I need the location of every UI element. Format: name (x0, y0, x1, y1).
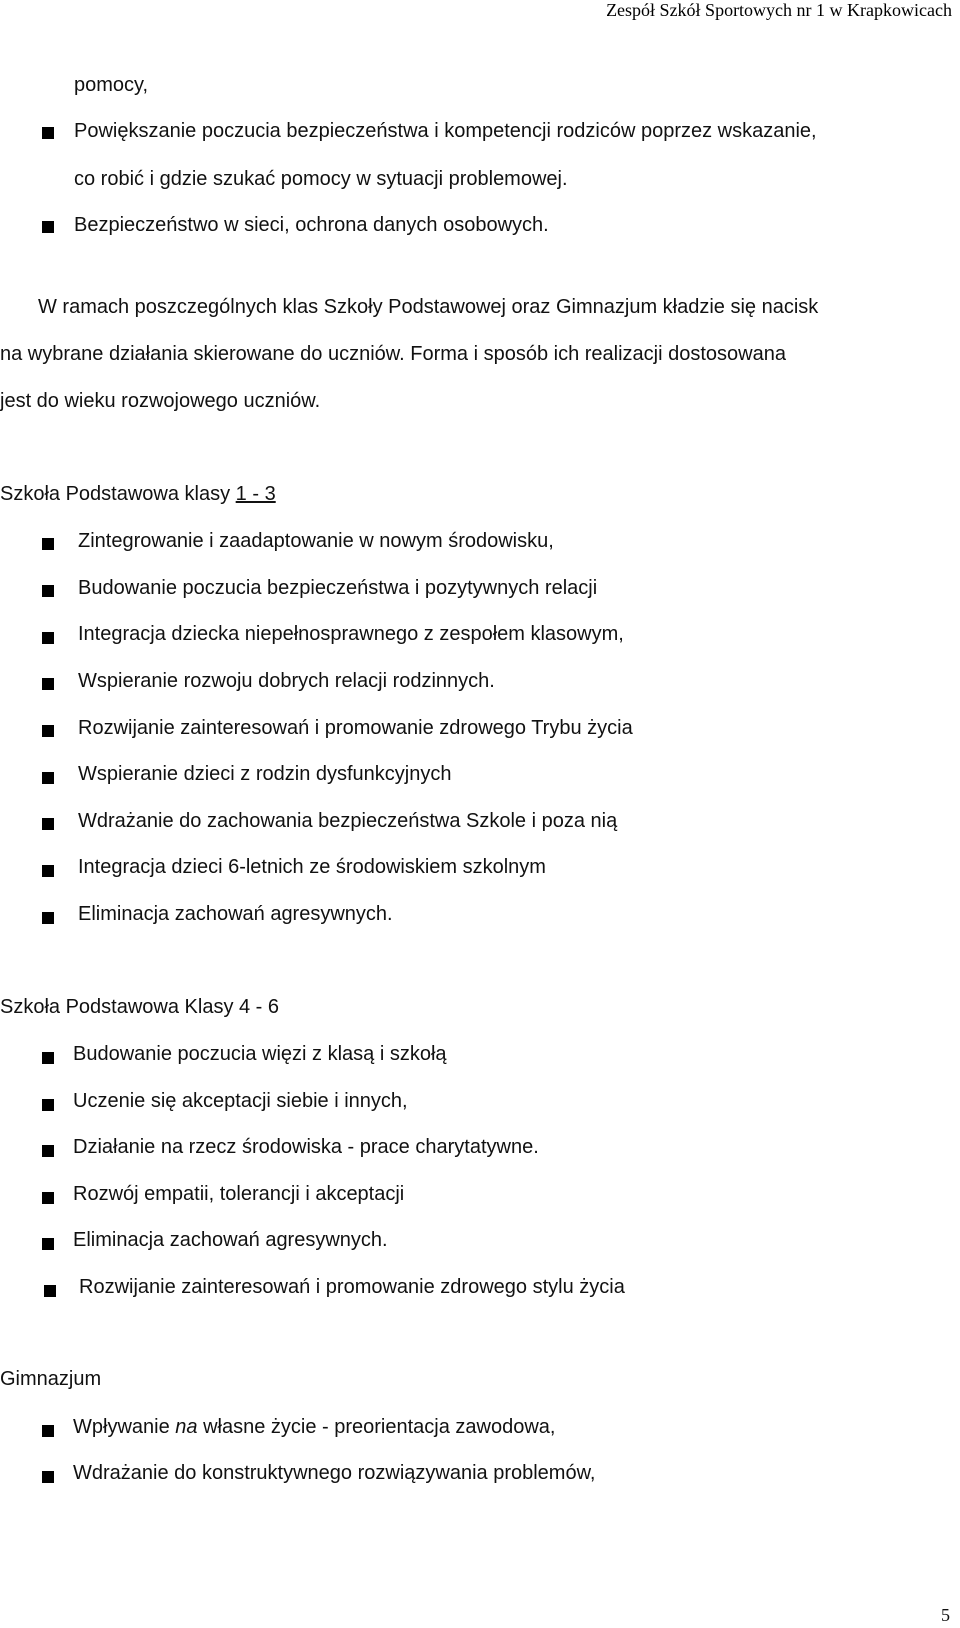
list-item: Wspieranie dzieci z rodzin dysfunkcyjnych (78, 763, 452, 785)
list-item: Powiększanie poczucia bezpieczeństwa i kompetencji rodziców poprzez wskazanie, (74, 120, 817, 142)
section-heading-grades-1-3 (0, 483, 276, 506)
list-item: Eliminacja zachowań agresywnych. (73, 1229, 388, 1251)
list-item: Wdrażanie do zachowania bezpieczeństwa Szkole i poza nią (78, 810, 618, 832)
bullet-icon (42, 1425, 54, 1437)
list-item: Budowanie poczucia bezpieczeństwa i pozytywnych relacji (78, 577, 598, 599)
paragraph-line: na wybrane działania skierowane do uczniów. Forma i sposób ich realizacji dostosowana (0, 343, 786, 365)
page-header: Zespół Szkół Sportowych nr 1 w Krapkowicach (606, 0, 952, 20)
bullet-icon (42, 865, 54, 877)
list-item: Wdrażanie do konstruktywnego rozwiązywania problemów, (73, 1462, 596, 1484)
bullet-icon (42, 1145, 54, 1157)
heading-text: Szkoła Podstawowa klasy (0, 483, 236, 505)
list-item: Zintegrowanie i zaadaptowanie w nowym środowisku, (78, 530, 554, 552)
bullet-icon (42, 912, 54, 924)
bullet-icon (42, 678, 54, 690)
item-text: Wpływanie (73, 1416, 176, 1438)
bullet-icon (42, 772, 54, 784)
bullet-icon (44, 1285, 56, 1297)
list-item: Rozwój empatii, tolerancji i akceptacji (73, 1183, 405, 1205)
list-item: Integracja dziecka niepełnosprawnego z zespołem klasowym, (78, 623, 624, 645)
bullet-icon (42, 221, 54, 233)
bullet-icon (42, 1238, 54, 1250)
paragraph-line: W ramach poszczególnych klas Szkoły Podstawowej oraz Gimnazjum kładzie się nacisk (38, 296, 819, 318)
paragraph-line: jest do wieku rozwojowego uczniów. (0, 390, 321, 412)
list-item-continuation: co robić i gdzie szukać pomocy w sytuacji problemowej. (74, 168, 568, 190)
list-item: Uczenie się akceptacji siebie i innych, (73, 1090, 408, 1112)
bullet-icon (42, 585, 54, 597)
item-text: własne życie - preorientacja zawodowa, (197, 1416, 556, 1438)
bullet-icon (42, 1471, 54, 1483)
bullet-icon (42, 725, 54, 737)
item-italic-text: na (175, 1416, 198, 1438)
section-heading-gimnazjum: Gimnazjum (0, 1368, 102, 1390)
list-item: Wspieranie rozwoju dobrych relacji rodzinnych. (78, 670, 495, 692)
list-item: Integracja dzieci 6-letnich ze środowiskiem szkolnym (78, 856, 546, 878)
list-item: Eliminacja zachowań agresywnych. (78, 903, 393, 925)
bullet-icon (42, 1099, 54, 1111)
section-heading-grades-4-6: Szkoła Podstawowa Klasy 4 - 6 (0, 996, 280, 1018)
bullet-icon (42, 818, 54, 830)
list-item: Działanie na rzecz środowiska - prace charytatywne. (73, 1136, 539, 1158)
bullet-icon (42, 538, 54, 550)
bullet-icon (42, 1192, 54, 1204)
bullet-icon (42, 127, 54, 139)
bullet-icon (42, 1052, 54, 1064)
bullet-icon (42, 632, 54, 644)
list-item: Rozwijanie zainteresowań i promowanie zdrowego stylu życia (79, 1276, 625, 1298)
heading-underlined-text: 1 - 3 (235, 483, 276, 505)
page-number: 5 (941, 1605, 950, 1625)
list-item: Rozwijanie zainteresowań i promowanie zdrowego Trybu życia (78, 717, 633, 739)
list-item: Bezpieczeństwo w sieci, ochrona danych osobowych. (74, 214, 549, 236)
continuation-line: pomocy, (74, 74, 149, 96)
list-item (73, 1416, 555, 1439)
list-item: Budowanie poczucia więzi z klasą i szkołą (73, 1043, 447, 1065)
